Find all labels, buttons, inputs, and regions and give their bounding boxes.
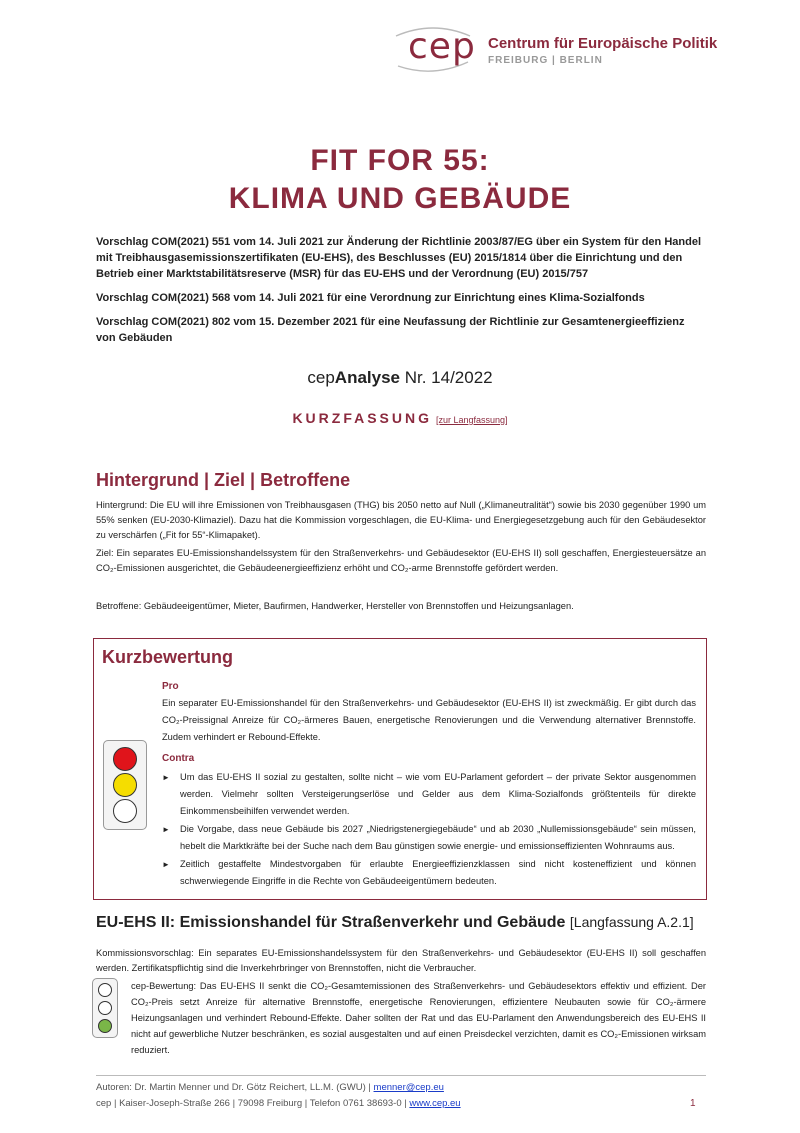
off-lamp-icon bbox=[113, 799, 137, 823]
logo-text: cep bbox=[408, 26, 476, 67]
footer-authors-label: Autoren: Dr. Martin Menner und Dr. Götz Reichert, LL.M. (GWU) | bbox=[96, 1082, 374, 1093]
proposal-list bbox=[96, 234, 706, 354]
ziel-text: Ziel: Ein separates EU-Emissionshandelssystem für den Straßenverkehrs- und Gebäudesektor (EU-EHS II) soll geschaffen, Energiesteuersätze an CO₂-Emissionen ausgerichtet, die Gebäudeenergieeffizienz erhöht und CO₂-arme Brennstoffe gefördert werden. bbox=[96, 548, 706, 573]
proposal-2: Vorschlag COM(2021) 568 vom 14. Juli 2021 für eine Verordnung zur Einrichtung eines Klima-Sozialfonds bbox=[96, 292, 645, 304]
pro-text: Ein separater EU-Emissionshandel für den Straßenverkehrs- und Gebäudesektor (EU-EHS II) ist zweckmäßig. Er gibt durch das CO₂-Preissignal Anreize für CO₂-ärmeres Bauen, energetische Renovierungen und die Verwendung alternativer Brennstoffe. Zudem verhindert er Rebound-Effekte. bbox=[162, 698, 696, 742]
pro-label: Pro bbox=[162, 681, 179, 692]
analysis-bold: Analyse bbox=[334, 368, 400, 387]
contra-list bbox=[162, 769, 696, 891]
proposal-1: Vorschlag COM(2021) 551 vom 14. Juli 2021 zur Änderung der Richtlinie 2003/87/EG über ein System für den Handel mit Treibhausgasemissionszertifikaten (EU-EHS), des Beschlusses (EU) 2015/1814 über die Einrichtung und den Betrieb einer Marktstabilitätsreserve (MSR) für das EU-EHS und der Verordnung (EU) 2015/757 bbox=[96, 236, 701, 280]
analysis-suffix: Nr. 14/2022 bbox=[400, 368, 493, 387]
cep-logo bbox=[388, 24, 718, 74]
bullet-icon: ► bbox=[162, 825, 170, 834]
page-number: 1 bbox=[690, 1098, 696, 1109]
org-name: Centrum für Europäische Politik bbox=[488, 35, 718, 52]
langfassung-link[interactable]: [zur Langfassung] bbox=[436, 415, 508, 425]
analysis-number bbox=[0, 368, 800, 388]
background-heading: Hintergrund | Ziel | Betroffene bbox=[96, 470, 351, 490]
ets-heading-text: EU-EHS II: Emissionshandel für Straßenverkehr und Gebäude bbox=[96, 914, 566, 931]
yellow-lamp-icon bbox=[113, 773, 137, 797]
document-title-line-2: KLIMA UND GEBÄUDE bbox=[228, 182, 572, 215]
contra-item-text: Zeitlich gestaffelte Mindestvorgaben für erlaubte Energieeffizienzklassen sind nicht kosteneffizient und können schwerwiegende Eingriffe in die Rechte von Gebäudeeigentümern bedeuten. bbox=[180, 859, 696, 886]
author-email-link[interactable]: menner@cep.eu bbox=[373, 1082, 444, 1093]
off-lamp-icon bbox=[98, 983, 112, 997]
ets-proposal-text: Kommissionsvorschlag: Ein separates EU-Emissionshandelssystem für den Straßenverkehrs- und Gebäudesektor (EU-EHS II) soll geschaffen werden. Zertifikatspflichtig sind die Inverkehrbringer von Brennstoffen, nicht die Verbraucher. bbox=[96, 948, 706, 973]
kurzbewertung-box bbox=[93, 638, 707, 900]
ets-assessment-text: cep-Bewertung: Das EU-EHS II senkt die CO₂-Gesamtemissionen des Straßenverkehrs- und Gebäudesektors effektiv und effizient. Der CO₂-Preis setzt Anreize für alternative Brennstoffe, energetische Renovierungen, effizientere Neubauten sowie für CO₂-ärmere Heizungsanlagen und verhindert Rebound-Effekte. Daher sollten der Rat und das EU-Parlament den Anwendungsbereich des EU-EHS II nicht auf gewerbliche Nutzer beschränken, es sozial ausgestalten und auf einen Preisdeckel verzichten, damit es CO₂-Emissionen wirksam reduziert. bbox=[131, 981, 706, 1055]
red-lamp-icon bbox=[113, 747, 137, 771]
document-title-line-1: FIT FOR 55: bbox=[310, 144, 490, 177]
hintergrund-text: Hintergrund: Die EU will ihre Emissionen von Treibhausgasen (THG) bis 2050 netto auf Null („Klimaneutralität“) sowie bis 2030 gegenüber 1990 um 55% senken (EU-2030-Klimaziel). Dazu hat die Kommission vorgeschlagen, die EU-Klima- und Energiegesetzgebung auch für den Gebäudesektor zu verschärfen („Fit for 55“-Klimapaket). bbox=[96, 500, 706, 540]
contra-item-text: Die Vorgabe, dass neue Gebäude bis 2027 „Niedrigstenergiegebäude“ und ab 2030 „Nullemissionsgebäude“ sein müssen, hebelt die Marktkräfte bei der Suche nach dem Bau günstigen sowie energie- und emissionseffizienten Wohnraums aus. bbox=[180, 824, 696, 851]
traffic-light-small-icon bbox=[92, 978, 118, 1038]
website-link[interactable]: www.cep.eu bbox=[409, 1098, 461, 1109]
footer-address-text: cep | Kaiser-Joseph-Straße 266 | 79098 Freiburg | Telefon 0761 38693-0 | bbox=[96, 1098, 410, 1109]
kurzbewertung-heading: Kurzbewertung bbox=[102, 647, 234, 667]
analysis-prefix: cep bbox=[307, 368, 335, 387]
green-lamp-icon bbox=[98, 1019, 112, 1033]
kurzfassung-heading bbox=[0, 410, 800, 426]
list-item bbox=[162, 769, 696, 820]
contra-item-text: Um das EU-EHS II sozial zu gestalten, sollte nicht – wie vom EU-Parlament gefordert – der private Sektor ausgenommen werden. Vielmehr sollten Versteigerungserlöse und Gelder aus dem Klima-Sozialfonds größtenteils für direkte Einkommensbeihilfen verwendet werden. bbox=[180, 772, 696, 816]
footer-authors bbox=[96, 1082, 706, 1093]
kurzfassung-label: KURZFASSUNG bbox=[292, 410, 432, 426]
footer-divider bbox=[96, 1075, 706, 1076]
off-lamp-icon bbox=[98, 1001, 112, 1015]
proposal-3: Vorschlag COM(2021) 802 vom 15. Dezember 2021 für eine Neufassung der Richtlinie zur Gesamtenergieeffizienz von Gebäuden bbox=[96, 316, 685, 344]
list-item bbox=[162, 821, 696, 855]
org-cities: FREIBURG | BERLIN bbox=[488, 55, 603, 66]
traffic-light-icon bbox=[103, 740, 147, 830]
ets-heading bbox=[96, 914, 694, 932]
footer-address bbox=[96, 1098, 706, 1109]
bullet-icon: ► bbox=[162, 860, 170, 869]
betroffene-text: Betroffene: Gebäudeeigentümer, Mieter, Baufirmen, Handwerker, Hersteller von Brennstoffen und Heizungsanlagen. bbox=[96, 601, 574, 611]
bullet-icon: ► bbox=[162, 773, 170, 782]
list-item bbox=[162, 856, 696, 890]
ets-reference: [Langfassung A.2.1] bbox=[569, 914, 694, 930]
contra-label: Contra bbox=[162, 753, 195, 764]
